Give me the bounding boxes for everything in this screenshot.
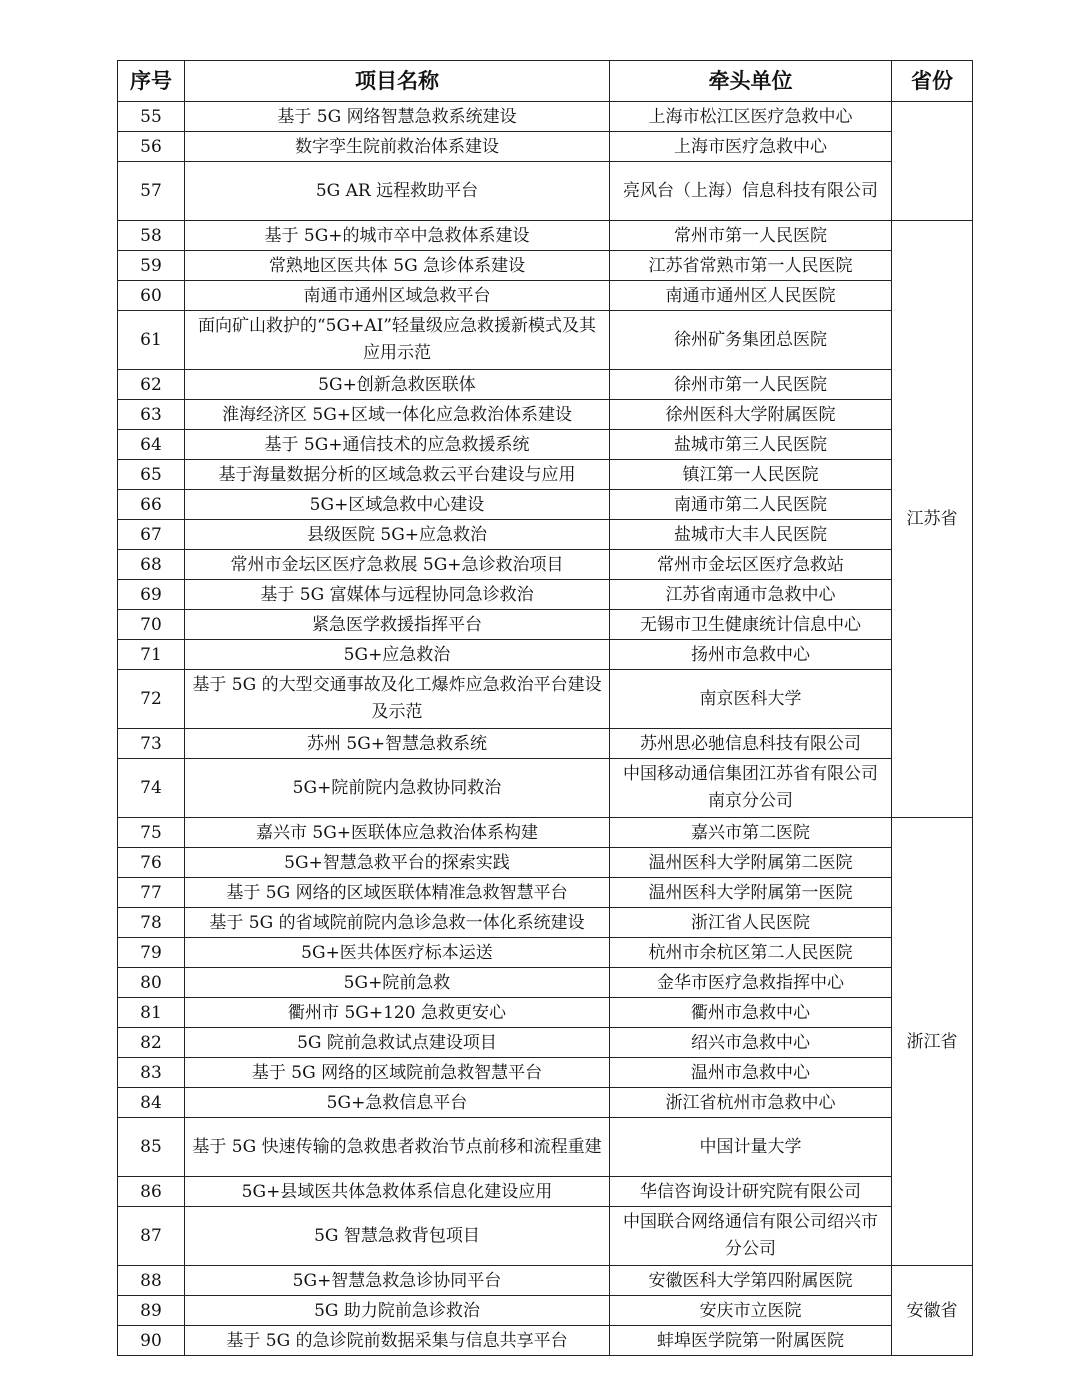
row-unit: 杭州市余杭区第二人民医院 [610,938,892,968]
table-row [118,1028,973,1058]
row-unit: 无锡市卫生健康统计信息中心 [610,610,892,640]
table-row [118,670,973,729]
table-row [118,610,973,640]
row-unit: 上海市医疗急救中心 [610,132,892,162]
province-cell [892,102,973,221]
table-row [118,1118,973,1177]
row-no: 85 [118,1118,185,1177]
table-row [118,1266,973,1296]
table-row [118,1207,973,1266]
row-name: 基于 5G 快速传输的急救患者救治节点前移和流程重建 [185,1118,610,1177]
row-no: 68 [118,550,185,580]
row-unit: 嘉兴市第二医院 [610,818,892,848]
row-name: 常熟地区医共体 5G 急诊体系建设 [185,251,610,281]
row-no: 76 [118,848,185,878]
row-unit: 盐城市大丰人民医院 [610,520,892,550]
row-no: 56 [118,132,185,162]
table-row [118,370,973,400]
row-name: 基于 5G 网络智慧急救系统建设 [185,102,610,132]
table-row [118,430,973,460]
row-name: 紧急医学救援指挥平台 [185,610,610,640]
header-row [118,61,973,102]
row-no: 72 [118,670,185,729]
row-name: 5G+应急救治 [185,640,610,670]
row-name: 5G 智慧急救背包项目 [185,1207,610,1266]
row-unit: 江苏省常熟市第一人民医院 [610,251,892,281]
row-no: 59 [118,251,185,281]
row-no: 64 [118,430,185,460]
row-name: 基于 5G 网络的区域院前急救智慧平台 [185,1058,610,1088]
row-unit: 浙江省杭州市急救中心 [610,1088,892,1118]
row-no: 67 [118,520,185,550]
row-name: 5G+创新急救医联体 [185,370,610,400]
table-row [118,400,973,430]
row-no: 82 [118,1028,185,1058]
header-province: 省份 [892,61,973,102]
row-no: 73 [118,729,185,759]
row-unit: 常州市第一人民医院 [610,221,892,251]
row-unit: 安徽医科大学第四附属医院 [610,1266,892,1296]
row-unit: 扬州市急救中心 [610,640,892,670]
row-unit: 温州医科大学附属第一医院 [610,878,892,908]
row-no: 69 [118,580,185,610]
table-row [118,460,973,490]
table-row [118,1177,973,1207]
row-unit: 常州市金坛区医疗急救站 [610,550,892,580]
table-row [118,729,973,759]
row-unit: 江苏省南通市急救中心 [610,580,892,610]
row-no: 79 [118,938,185,968]
row-no: 77 [118,878,185,908]
table-row [118,221,973,251]
row-name: 5G+院前急救 [185,968,610,998]
row-no: 57 [118,162,185,221]
row-name: 基于 5G 的省域院前院内急诊急救一体化系统建设 [185,908,610,938]
row-name: 基于 5G 富媒体与远程协同急诊救治 [185,580,610,610]
project-table [117,60,973,1356]
row-unit: 上海市松江区医疗急救中心 [610,102,892,132]
row-no: 86 [118,1177,185,1207]
table-row [118,162,973,221]
row-name: 5G+智慧急救平台的探索实践 [185,848,610,878]
row-no: 58 [118,221,185,251]
table-row [118,759,973,818]
row-name: 数字孪生院前救治体系建设 [185,132,610,162]
row-no: 75 [118,818,185,848]
row-unit: 南京医科大学 [610,670,892,729]
row-no: 60 [118,281,185,311]
table-row [118,938,973,968]
province-cell: 安徽省 [892,1266,973,1356]
row-no: 88 [118,1266,185,1296]
row-no: 74 [118,759,185,818]
row-unit: 浙江省人民医院 [610,908,892,938]
row-no: 83 [118,1058,185,1088]
row-no: 87 [118,1207,185,1266]
row-unit: 中国移动通信集团江苏省有限公司南京分公司 [610,759,892,818]
row-name: 5G 院前急救试点建设项目 [185,1028,610,1058]
row-no: 63 [118,400,185,430]
row-no: 90 [118,1326,185,1356]
row-name: 县级医院 5G+应急救治 [185,520,610,550]
row-name: 嘉兴市 5G+医联体应急救治体系构建 [185,818,610,848]
row-unit: 温州市急救中心 [610,1058,892,1088]
table-row [118,640,973,670]
table-row [118,281,973,311]
row-unit: 南通市第二人民医院 [610,490,892,520]
row-unit: 中国计量大学 [610,1118,892,1177]
row-unit: 南通市通州区人民医院 [610,281,892,311]
province-cell: 江苏省 [892,221,973,818]
row-unit: 金华市医疗急救指挥中心 [610,968,892,998]
row-name: 5G+医共体医疗标本运送 [185,938,610,968]
row-no: 55 [118,102,185,132]
row-name: 基于 5G 网络的区域医联体精准急救智慧平台 [185,878,610,908]
table-row [118,998,973,1028]
row-no: 66 [118,490,185,520]
row-no: 61 [118,311,185,370]
row-no: 84 [118,1088,185,1118]
header-unit: 牵头单位 [610,61,892,102]
row-unit: 徐州市第一人民医院 [610,370,892,400]
table-row [118,311,973,370]
row-no: 70 [118,610,185,640]
row-no: 80 [118,968,185,998]
row-unit: 苏州思必驰信息科技有限公司 [610,729,892,759]
table-row [118,132,973,162]
row-unit: 安庆市立医院 [610,1296,892,1326]
row-name: 衢州市 5G+120 急救更安心 [185,998,610,1028]
table-row [118,1326,973,1356]
row-name: 常州市金坛区医疗急救展 5G+急诊救治项目 [185,550,610,580]
row-name: 淮海经济区 5G+区域一体化应急救治体系建设 [185,400,610,430]
row-unit: 温州医科大学附属第二医院 [610,848,892,878]
row-unit: 衢州市急救中心 [610,998,892,1028]
row-unit: 徐州矿务集团总医院 [610,311,892,370]
table-row [118,550,973,580]
table-row [118,968,973,998]
table-row [118,251,973,281]
row-unit: 镇江第一人民医院 [610,460,892,490]
table-row [118,908,973,938]
row-name: 面向矿山救护的“5G+AI”轻量级应急救援新模式及其应用示范 [185,311,610,370]
row-no: 89 [118,1296,185,1326]
row-unit: 绍兴市急救中心 [610,1028,892,1058]
table-row [118,102,973,132]
row-name: 基于 5G+的城市卒中急救体系建设 [185,221,610,251]
table-row [118,818,973,848]
row-no: 81 [118,998,185,1028]
row-name: 基于 5G 的大型交通事故及化工爆炸应急救治平台建设及示范 [185,670,610,729]
row-name: 5G+急救信息平台 [185,1088,610,1118]
row-name: 基于 5G 的急诊院前数据采集与信息共享平台 [185,1326,610,1356]
table-row [118,878,973,908]
table-row [118,1058,973,1088]
table-row [118,490,973,520]
row-unit: 华信咨询设计研究院有限公司 [610,1177,892,1207]
row-unit: 中国联合网络通信有限公司绍兴市分公司 [610,1207,892,1266]
table-row [118,1296,973,1326]
row-name: 基于 5G+通信技术的应急救援系统 [185,430,610,460]
row-name: 基于海量数据分析的区域急救云平台建设与应用 [185,460,610,490]
row-unit: 蚌埠医学院第一附属医院 [610,1326,892,1356]
row-name: 苏州 5G+智慧急救系统 [185,729,610,759]
row-unit: 亮风台（上海）信息科技有限公司 [610,162,892,221]
row-name: 5G+县域医共体急救体系信息化建设应用 [185,1177,610,1207]
row-name: 5G+院前院内急救协同救治 [185,759,610,818]
province-cell: 浙江省 [892,818,973,1266]
row-name: 5G AR 远程救助平台 [185,162,610,221]
row-unit: 徐州医科大学附属医院 [610,400,892,430]
row-name: 5G+智慧急救急诊协同平台 [185,1266,610,1296]
row-name: 5G 助力院前急诊救治 [185,1296,610,1326]
row-name: 南通市通州区域急救平台 [185,281,610,311]
header-no: 序号 [118,61,185,102]
header-name: 项目名称 [185,61,610,102]
row-no: 71 [118,640,185,670]
table-row [118,520,973,550]
table-row [118,848,973,878]
table-row [118,580,973,610]
table-row [118,1088,973,1118]
row-no: 78 [118,908,185,938]
row-unit: 盐城市第三人民医院 [610,430,892,460]
row-no: 62 [118,370,185,400]
row-name: 5G+区域急救中心建设 [185,490,610,520]
row-no: 65 [118,460,185,490]
